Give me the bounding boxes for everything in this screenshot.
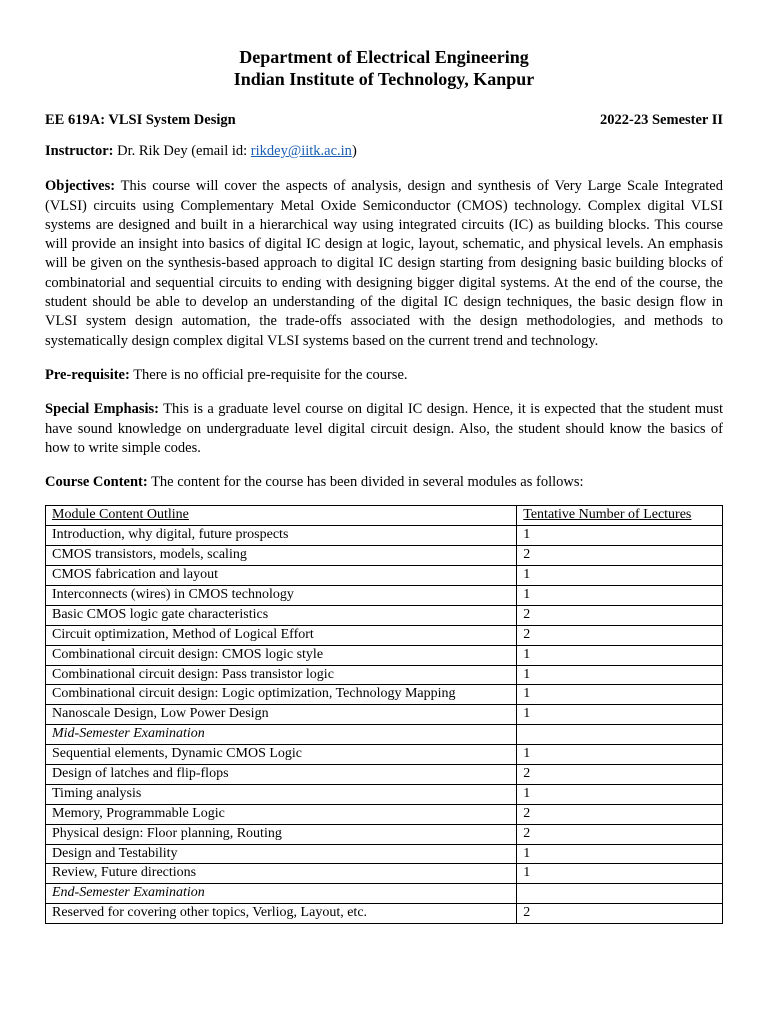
lectures-cell: 1	[517, 586, 723, 606]
module-cell: Combinational circuit design: Logic optimization, Technology Mapping	[46, 685, 517, 705]
lectures-cell: 2	[517, 904, 723, 924]
lectures-cell: 1	[517, 645, 723, 665]
lectures-cell: 1	[517, 705, 723, 725]
module-cell: Circuit optimization, Method of Logical Effort	[46, 625, 517, 645]
lectures-cell: 2	[517, 804, 723, 824]
prerequisite-paragraph	[45, 366, 723, 385]
table-row	[46, 765, 723, 785]
table-row	[46, 784, 723, 804]
lectures-cell: 1	[517, 745, 723, 765]
table-row	[46, 824, 723, 844]
module-cell: CMOS fabrication and layout	[46, 566, 517, 586]
module-cell: Design of latches and flip-flops	[46, 765, 517, 785]
table-row	[46, 725, 723, 745]
special-emphasis-text: This is a graduate level course on digital IC design. Hence, it is expected that the student must have sound knowledge on undergraduate level digital circuit design. Also, the student should know the basics of how to write simple codes.	[45, 401, 723, 456]
table-row	[46, 625, 723, 645]
prerequisite-label: Pre-requisite:	[45, 366, 130, 383]
module-cell: Reserved for covering other topics, Verliog, Layout, etc.	[46, 904, 517, 924]
module-cell: Physical design: Floor planning, Routing	[46, 824, 517, 844]
table-row	[46, 705, 723, 725]
special-emphasis-paragraph	[45, 400, 723, 458]
module-cell: Interconnects (wires) in CMOS technology	[46, 586, 517, 606]
module-cell: Memory, Programmable Logic	[46, 804, 517, 824]
lectures-cell: 1	[517, 566, 723, 586]
table-row	[46, 645, 723, 665]
lectures-cell: 1	[517, 844, 723, 864]
module-cell: Introduction, why digital, future prospects	[46, 526, 517, 546]
module-cell: Sequential elements, Dynamic CMOS Logic	[46, 745, 517, 765]
lectures-cell: 2	[517, 546, 723, 566]
module-cell: End-Semester Examination	[46, 884, 517, 904]
lectures-cell: 2	[517, 625, 723, 645]
objectives-paragraph	[45, 177, 723, 351]
table-row	[46, 864, 723, 884]
table-row	[46, 745, 723, 765]
course-content-label: Course Content:	[45, 474, 148, 491]
instructor-label: Instructor:	[45, 143, 114, 159]
table-row	[46, 526, 723, 546]
table-header-row	[46, 506, 723, 526]
document-page	[45, 46, 723, 924]
objectives-label: Objectives:	[45, 178, 116, 195]
module-cell: Mid-Semester Examination	[46, 725, 517, 745]
instructor-line	[45, 142, 723, 161]
table-body	[46, 526, 723, 924]
table-row	[46, 904, 723, 924]
table-row	[46, 586, 723, 606]
modules-table	[45, 505, 723, 924]
lectures-cell	[517, 884, 723, 904]
prerequisite-text: There is no official pre-requisite for the course.	[129, 366, 408, 383]
objectives-text: This course will cover the aspects of analysis, design and synthesis of Very Large Scale Integrated (VLSI) circuits using Complementary Metal Oxide Semiconductor (CMOS) technology. Complex digital VLSI systems are designed and built in a hierarchical way using integrated circuits (IC) as building blocks. This course will provide an insight into basics of digital IC design at logic, layout, schematic, and physical levels. An emphasis will be given on the synthesis-based approach to digital IC design starting from designing basic building blocks of combinatorial and sequential circuits to ending with designing bigger digital systems. At the end of the course, the student should be able to develop an understanding of the digital IC design techniques, the basic design flow in VLSI system design automation, the trade-offs associated with the design methodologies, and methods to systematically design complex digital VLSI systems based on the current trend and technology.	[45, 178, 723, 349]
module-cell: Combinational circuit design: Pass transistor logic	[46, 665, 517, 685]
institute-title: Indian Institute of Technology, Kanpur	[233, 69, 535, 89]
module-cell: CMOS transistors, models, scaling	[46, 546, 517, 566]
table-row	[46, 884, 723, 904]
table-header-module: Module Content Outline	[46, 506, 517, 526]
table-row	[46, 665, 723, 685]
table-row	[46, 685, 723, 705]
table-header-lectures: Tentative Number of Lectures	[517, 506, 723, 526]
module-cell: Nanoscale Design, Low Power Design	[46, 705, 517, 725]
course-content-paragraph	[45, 473, 723, 492]
lectures-cell: 2	[517, 824, 723, 844]
instructor-close-paren: )	[351, 143, 357, 159]
instructor-name: Dr. Rik Dey (email id:	[113, 143, 251, 159]
lectures-cell	[517, 725, 723, 745]
table-row	[46, 566, 723, 586]
table-row	[46, 605, 723, 625]
module-cell: Review, Future directions	[46, 864, 517, 884]
course-content-text: The content for the course has been divided in several modules as follows:	[147, 474, 584, 491]
module-cell: Combinational circuit design: CMOS logic style	[46, 645, 517, 665]
lectures-cell: 2	[517, 765, 723, 785]
course-code-title: EE 619A: VLSI System Design	[45, 112, 236, 128]
course-line	[45, 111, 723, 129]
table-row	[46, 804, 723, 824]
lectures-cell: 2	[517, 605, 723, 625]
document-header	[45, 46, 723, 90]
special-emphasis-label: Special Emphasis:	[45, 401, 159, 418]
lectures-cell: 1	[517, 784, 723, 804]
table-row	[46, 844, 723, 864]
lectures-cell: 1	[517, 864, 723, 884]
module-cell: Design and Testability	[46, 844, 517, 864]
course-semester: 2022-23 Semester II	[600, 112, 723, 128]
lectures-cell: 1	[517, 665, 723, 685]
instructor-email-link[interactable]: rikdey@iitk.ac.in	[250, 143, 352, 159]
module-cell: Basic CMOS logic gate characteristics	[46, 605, 517, 625]
department-title: Department of Electrical Engineering	[239, 47, 529, 67]
module-cell: Timing analysis	[46, 784, 517, 804]
lectures-cell: 1	[517, 526, 723, 546]
table-row	[46, 546, 723, 566]
lectures-cell: 1	[517, 685, 723, 705]
